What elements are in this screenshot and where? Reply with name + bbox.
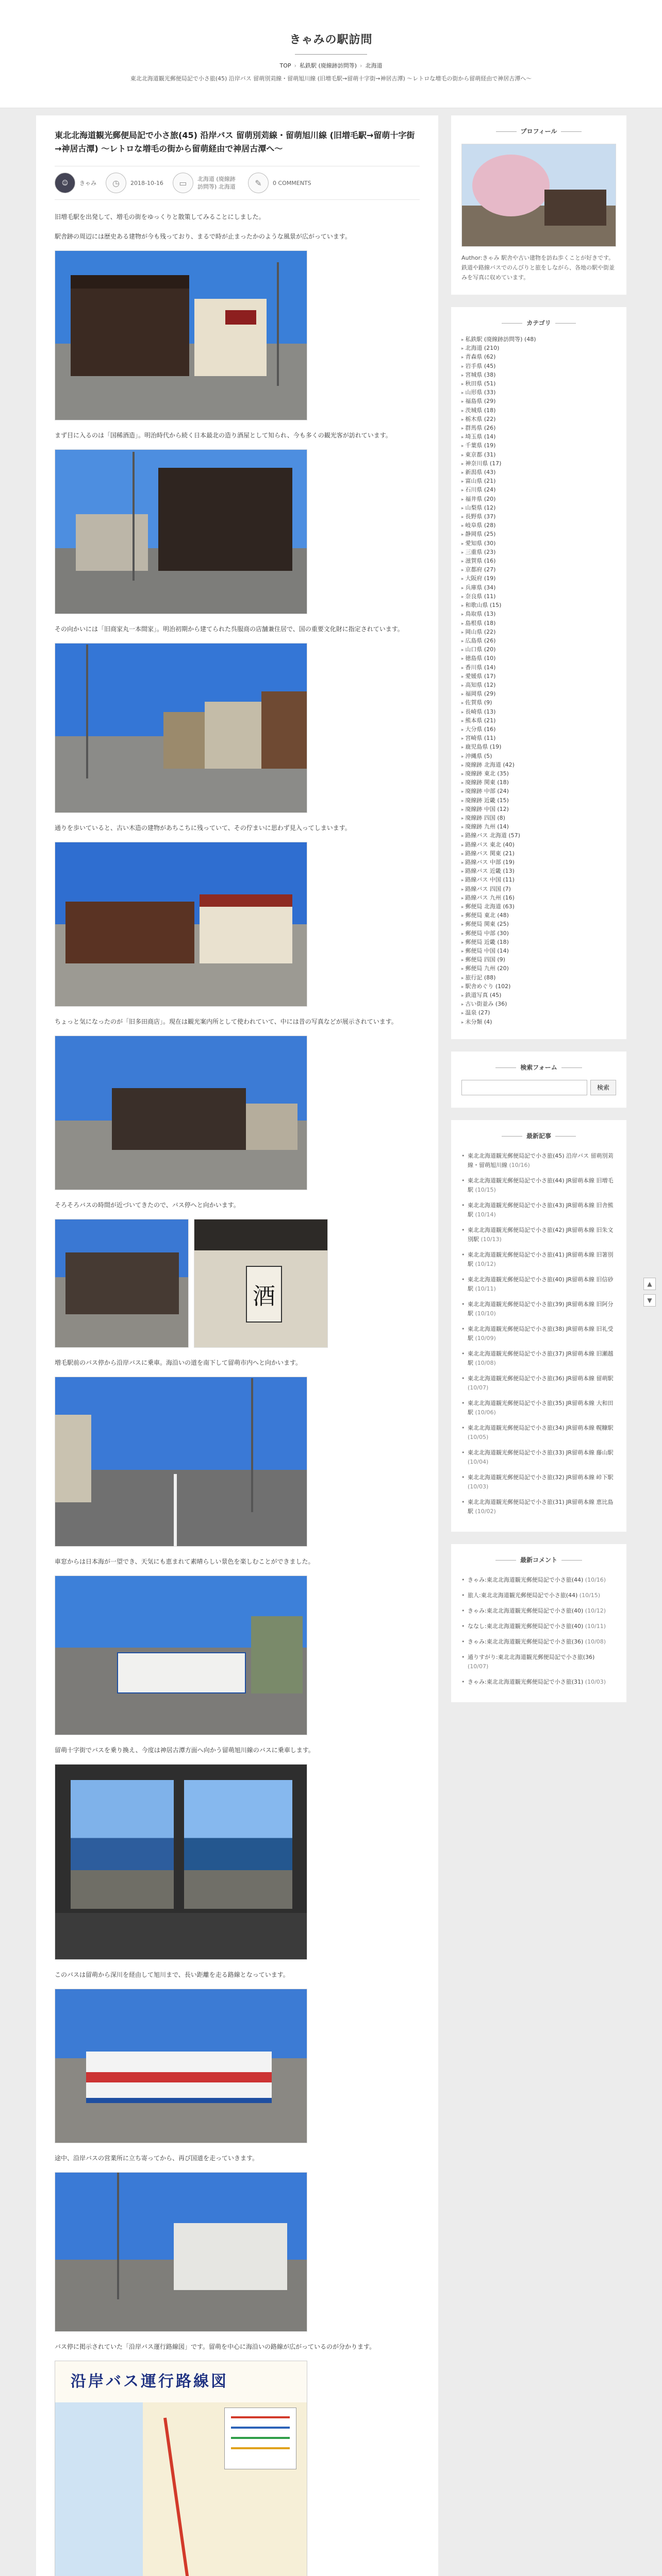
category-item[interactable]: ▸ 島根県 (18)	[461, 619, 616, 628]
post-photo-street[interactable]	[55, 449, 307, 614]
breadcrumb-separator: ›	[294, 62, 296, 69]
category-item[interactable]: ▸ 埼玉県 (14)	[461, 433, 616, 442]
category-item[interactable]: ▸ 廃線跡 四国 (8)	[461, 814, 616, 823]
post-paragraph: 途中、沿岸バスの営業所に立ち寄ってから、再び国道を走っていきます。	[55, 2155, 259, 2162]
page-heading: 東北北海道観光郵便局記で小さ旅(45) 沿岸バス 留萌別苅線・留萌旭川線 (旧増毛駅→留萌十字街→神居古潭) ～レトロな増毛の街から留萌経由で神居古潭へ～	[130, 75, 532, 82]
recent-comment-item-title: ななし:東北北海道観光郵便局記で小さ旅(40)	[468, 1622, 584, 1630]
recent-comment-item[interactable]	[461, 1619, 616, 1634]
recent-post-item[interactable]	[461, 1223, 616, 1247]
recent-post-item-date: (10/03)	[468, 1483, 489, 1490]
category-item[interactable]: ▸ 路線バス 東北 (40)	[461, 841, 616, 850]
category-item[interactable]: ▸ 愛媛県 (17)	[461, 672, 616, 681]
post-photo-historic-shop[interactable]	[55, 842, 307, 1007]
recent-post-item-title: 東北北海道観光郵便局記で小さ旅(36) JR留萌本線 留萌駅	[468, 1375, 614, 1382]
category-item[interactable]: ▸ 温泉 (27)	[461, 1009, 616, 1018]
comments-heading: 最新コメント	[461, 1555, 616, 1564]
category-item[interactable]: ▸ 熊本県 (21)	[461, 717, 616, 725]
post-paragraph: 旧増毛駅を出発して、増毛の街をゆっくりと散策してみることにしました。	[55, 213, 265, 221]
recent-post-item-title: 東北北海道観光郵便局記で小さ旅(35) JR留萌本線 大和田駅	[468, 1399, 614, 1416]
post-photo-townscape[interactable]	[55, 643, 307, 813]
category-item[interactable]: ▸ 東京都 (31)	[461, 451, 616, 460]
site-title[interactable]: きゃみの駅訪問	[289, 33, 373, 46]
post-photo-main-road[interactable]	[55, 1377, 307, 1547]
post-meta	[55, 166, 420, 200]
category-item[interactable]: ▸ 兵庫県 (34)	[461, 584, 616, 592]
post-photo-building-front[interactable]	[55, 1219, 189, 1348]
category-item[interactable]: ▸ 和歌山県 (15)	[461, 601, 616, 610]
category-item[interactable]: ▸ 青森県 (62)	[461, 353, 616, 362]
profile-heading: プロフィール	[461, 127, 616, 135]
category-item[interactable]: ▸ 佐賀県 (9)	[461, 699, 616, 707]
breadcrumb-subcategory[interactable]: 北海道	[365, 62, 383, 69]
recent-post-item-date: (10/02)	[475, 1507, 496, 1515]
category-item[interactable]: ▸ 宮城県 (38)	[461, 371, 616, 380]
category-item[interactable]: ▸ 新潟県 (43)	[461, 468, 616, 477]
category-item[interactable]: ▸ 奈良県 (11)	[461, 592, 616, 601]
category-item[interactable]: ▸ 千葉県 (19)	[461, 442, 616, 450]
post-paragraph: バス停に掲示されていた「沿岸バス運行路線図」です。留萌を中心に海沿いの路線が広がっているのが分かります。	[55, 2343, 376, 2350]
category-item[interactable]: ▸ 郵便局 九州 (20)	[461, 964, 616, 973]
recent-comments-list	[461, 1572, 616, 1690]
category-item[interactable]: ▸ 北海道 (210)	[461, 344, 616, 353]
search-input[interactable]	[461, 1080, 587, 1095]
photo-pair	[55, 1219, 420, 1348]
meta-author[interactable]	[55, 173, 96, 193]
recent-post-item-date: (10/15)	[475, 1186, 496, 1193]
category-item[interactable]: ▸ 長崎県 (13)	[461, 708, 616, 717]
category-item[interactable]: ▸ 未分類 (4)	[461, 1018, 616, 1027]
recent-comment-item-title: きゃみ:東北北海道観光郵便局記で小さ旅(36)	[468, 1638, 584, 1645]
recent-comment-item-title: 通りすがり:東北北海道観光郵便局記で小さ旅(36)	[468, 1653, 595, 1660]
recent-post-item-title: 東北北海道観光郵便局記で小さ旅(45) 沿岸バス 留萌別苅線・留萌旭川線	[468, 1152, 614, 1168]
category-item[interactable]: ▸ 廃線跡 九州 (14)	[461, 823, 616, 832]
recent-post-item-date: (10/11)	[475, 1285, 496, 1292]
category-item[interactable]: ▸ 岡山県 (22)	[461, 628, 616, 637]
post-paragraph: 通りを歩いていると、古い木造の建物があちこちに残っていて、その佇まいに思わず見入ってしまいます。	[55, 824, 351, 832]
recent-comment-item[interactable]	[461, 1588, 616, 1603]
category-item[interactable]: ▸ 香川県 (14)	[461, 664, 616, 672]
recent-posts-list	[461, 1148, 616, 1519]
author-name: きゃみ	[79, 180, 96, 187]
recent-post-item[interactable]	[461, 1420, 616, 1445]
search-heading: 検索フォーム	[461, 1063, 616, 1072]
post-paragraph: 留萌十字街でバスを乗り換え、今度は神居古潭方面へ向かう留萌旭川線のバスに乗車します。	[55, 1747, 315, 1754]
site-header	[0, 0, 662, 108]
recent-comments-widget	[451, 1544, 626, 1702]
post-paragraph: 駅舎跡の周辺には歴史ある建物が今も残っており、まるで時が止まったかのような風景が広がっています。	[55, 233, 351, 240]
category-item[interactable]: ▸ 富山県 (21)	[461, 477, 616, 486]
category-item[interactable]: ▸ 群馬県 (26)	[461, 424, 616, 433]
category-item[interactable]: ▸ 高知県 (12)	[461, 681, 616, 690]
post-photo-old-building[interactable]	[55, 1036, 307, 1190]
category-item[interactable]: ▸ 茨城県 (18)	[461, 406, 616, 415]
post-photo-bus-depot[interactable]	[55, 1989, 307, 2143]
category-heading: カテゴリ	[461, 318, 616, 327]
meta-category[interactable]	[173, 173, 239, 193]
category-item[interactable]: ▸ 滋賀県 (16)	[461, 557, 616, 566]
recent-comment-item-date: (10/15)	[579, 1591, 601, 1599]
recent-post-item[interactable]	[461, 1495, 616, 1519]
category-item[interactable]: ▸ 鹿児島県 (19)	[461, 743, 616, 752]
recent-post-item-title: 東北北海道観光郵便局記で小さ旅(42) JR留萌本線 旧朱文別駅	[468, 1226, 614, 1243]
category-item[interactable]: ▸ 長野県 (37)	[461, 513, 616, 521]
recent-comment-item-date: (10/11)	[585, 1622, 606, 1630]
breadcrumb-category[interactable]: 私鉄駅 (廃線跡訪問等)	[299, 62, 357, 69]
recent-post-item-date: (10/09)	[475, 1334, 496, 1342]
post-paragraph: 車窓からは日本海が一望でき、天気にも恵まれて素晴らしい景色を楽しむことができました。	[55, 1558, 315, 1565]
recent-comment-item-date: (10/08)	[585, 1638, 606, 1645]
recent-post-item-title: 東北北海道観光郵便局記で小さ旅(31) JR留萌本線 恵比島駅	[468, 1498, 614, 1515]
main-article	[36, 115, 438, 2576]
category-item[interactable]: ▸ 郵便局 関東 (25)	[461, 920, 616, 929]
recent-comment-item[interactable]	[461, 1634, 616, 1650]
recent-comment-item[interactable]	[461, 1650, 616, 1674]
recent-post-item-title: 東北北海道観光郵便局記で小さ旅(38) JR留萌本線 旧礼受駅	[468, 1325, 614, 1342]
recent-comment-item-date: (10/03)	[585, 1678, 606, 1685]
category-item[interactable]: ▸ 郵便局 北海道 (63)	[461, 903, 616, 911]
category-item[interactable]: ▸ 古い街並み (36)	[461, 1000, 616, 1009]
category-item[interactable]: ▸ 沖縄県 (5)	[461, 752, 616, 761]
search-row	[461, 1080, 616, 1095]
recent-post-item-date: (10/12)	[475, 1260, 496, 1267]
category-item[interactable]: ▸ 大阪府 (19)	[461, 574, 616, 583]
category-item[interactable]: ▸ 郵便局 中部 (30)	[461, 929, 616, 938]
recent-post-item-title: 東北北海道観光郵便局記で小さ旅(33) JR留萌本線 藤山駅	[468, 1449, 614, 1456]
recent-post-item-date: (10/08)	[475, 1359, 496, 1366]
recent-post-item[interactable]	[461, 1272, 616, 1297]
category-item[interactable]: ▸ 廃線跡 北海道 (42)	[461, 761, 616, 770]
search-button[interactable]: 検索	[590, 1080, 616, 1095]
category-item[interactable]: ▸ 岩手県 (45)	[461, 362, 616, 371]
category-item[interactable]: ▸ 路線バス 中国 (11)	[461, 876, 616, 885]
recent-post-item[interactable]	[461, 1396, 616, 1420]
recent-post-item-date: (10/04)	[468, 1458, 489, 1465]
avatar-icon: ☺	[55, 173, 75, 193]
category-item[interactable]: ▸ 郵便局 東北 (48)	[461, 911, 616, 920]
recent-post-item[interactable]	[461, 1247, 616, 1272]
title-divider	[295, 54, 367, 55]
folder-icon: ▭	[173, 173, 193, 193]
recent-post-item[interactable]	[461, 1198, 616, 1223]
post-paragraph: その向かいには「旧商家丸一本間家」。明治初期から建てられた呉服商の店舗兼住居で、国の重要文化財に指定されています。	[55, 625, 404, 633]
category-item[interactable]: ▸ 三重県 (23)	[461, 548, 616, 557]
comment-icon: ✎	[248, 173, 269, 193]
post-paragraph: このバスは留萌から深川を経由して旭川まで、長い距離を走る路線となっています。	[55, 1971, 289, 1978]
category-item[interactable]: ▸ 山形県 (33)	[461, 388, 616, 397]
category-item[interactable]: ▸ 神奈川県 (17)	[461, 460, 616, 468]
category-item[interactable]: ▸ 廃線跡 中国 (12)	[461, 805, 616, 814]
category-item[interactable]: ▸ 旅行記 (88)	[461, 974, 616, 982]
category-item[interactable]: ▸ 郵便局 近畿 (18)	[461, 938, 616, 947]
recent-post-item-title: 東北北海道観光郵便局記で小さ旅(41) JR留萌本線 旧箸別駅	[468, 1251, 614, 1267]
recent-post-item-title: 東北北海道観光郵便局記で小さ旅(39) JR留萌本線 旧阿分駅	[468, 1300, 614, 1317]
recent-post-item[interactable]	[461, 1445, 616, 1470]
recent-post-item[interactable]	[461, 1173, 616, 1198]
post-paragraph: そろそろバスの時間が近づいてきたので、バス停へと向かいます。	[55, 1201, 240, 1209]
post-photo-bus-window[interactable]	[55, 1764, 307, 1960]
clock-icon: ◷	[106, 173, 126, 193]
category-item[interactable]: ▸ 徳島県 (10)	[461, 654, 616, 663]
recent-post-item-title: 東北北海道観光郵便局記で小さ旅(32) JR留萌本線 峠下駅	[468, 1473, 614, 1481]
category-item[interactable]: ▸ 秋田県 (51)	[461, 380, 616, 388]
recent-post-item-title: 東北北海道観光郵便局記で小さ旅(44) JR留萌本線 旧増毛駅	[468, 1177, 614, 1193]
category-item[interactable]: ▸ 福島県 (29)	[461, 397, 616, 406]
category-widget	[451, 307, 626, 1039]
recent-post-item-title: 東北北海道観光郵便局記で小さ旅(34) JR留萌本線 幌糠駅	[468, 1424, 614, 1431]
recent-post-item[interactable]	[461, 1371, 616, 1396]
post-photo-sake-sign[interactable]	[194, 1219, 328, 1348]
recent-comment-item[interactable]	[461, 1572, 616, 1588]
search-widget	[451, 1052, 626, 1108]
recent-comment-item-title: きゃみ:東北北海道観光郵便局記で小さ旅(31)	[468, 1678, 584, 1685]
sake-sign-char: 酒	[246, 1266, 282, 1323]
category-item[interactable]: ▸ 廃線跡 東北 (35)	[461, 770, 616, 778]
post-photo-town-view[interactable]	[55, 2172, 307, 2332]
category-item[interactable]: ▸ 路線バス 近畿 (13)	[461, 867, 616, 876]
recent-post-item-date: (10/10)	[475, 1310, 496, 1317]
breadcrumb-separator: ›	[360, 62, 362, 69]
post-category: 北海道 (廃線跡訪問等) 北海道	[197, 176, 236, 190]
post-photo-wooden-building[interactable]	[55, 250, 307, 420]
category-item[interactable]: ▸ 廃線跡 近畿 (15)	[461, 796, 616, 805]
recent-post-item-title: 東北北海道観光郵便局記で小さ旅(43) JR留萌本線 旧舎熊駅	[468, 1201, 614, 1218]
recent-post-item-date: (10/07)	[468, 1384, 489, 1391]
category-item[interactable]: ▸ 廃線跡 中部 (24)	[461, 787, 616, 796]
chevron-down-icon[interactable]: ▼	[643, 1294, 656, 1307]
meta-comments[interactable]	[248, 173, 311, 193]
category-item[interactable]: ▸ 石川県 (24)	[461, 486, 616, 495]
recent-post-item-date: (10/14)	[475, 1211, 496, 1218]
recent-post-item-date: (10/05)	[468, 1433, 489, 1440]
map-sea	[55, 2402, 148, 2576]
breadcrumb	[0, 61, 662, 71]
category-item[interactable]: ▸ 廃線跡 関東 (18)	[461, 778, 616, 787]
recent-post-item-date: (10/16)	[509, 1161, 530, 1168]
category-item[interactable]: ▸ 広島県 (26)	[461, 637, 616, 646]
comment-count: 0 COMMENTS	[272, 179, 311, 187]
category-item[interactable]: ▸ 路線バス 四国 (7)	[461, 885, 616, 894]
map-legend	[224, 2408, 296, 2469]
recent-comment-item-title: きゃみ:東北北海道観光郵便局記で小さ旅(44)	[468, 1576, 584, 1583]
category-item[interactable]: ▸ 私鉄駅 (廃線跡訪問等) (48)	[461, 335, 616, 344]
category-item[interactable]: ▸ 路線バス 関東 (21)	[461, 850, 616, 858]
post-photo-bus-stop[interactable]	[55, 1575, 307, 1735]
category-item[interactable]: ▸ 静岡県 (25)	[461, 530, 616, 539]
category-item[interactable]: ▸ 路線バス 九州 (16)	[461, 894, 616, 903]
category-item[interactable]: ▸ 鳥取県 (13)	[461, 610, 616, 619]
sidebar	[451, 115, 626, 1715]
category-item[interactable]: ▸ 山口県 (20)	[461, 646, 616, 654]
category-item[interactable]: ▸ 駅舎めぐり (102)	[461, 982, 616, 991]
recent-comment-item-date: (10/07)	[468, 1663, 489, 1670]
chevron-up-icon[interactable]: ▲	[643, 1278, 656, 1290]
recent-heading: 最新記事	[461, 1131, 616, 1140]
post-paragraph: 増毛駅前のバス停から沿岸バスに乗車。海沿いの道を南下して留萌市内へと向かいます。	[55, 1359, 302, 1366]
recent-post-item-title: 東北北海道観光郵便局記で小さ旅(37) JR留萌本線 旧瀬越駅	[468, 1350, 614, 1366]
recent-comment-item[interactable]	[461, 1603, 616, 1619]
category-item[interactable]: ▸ 愛知県 (30)	[461, 539, 616, 548]
category-item[interactable]: ▸ 郵便局 中国 (14)	[461, 947, 616, 956]
recent-posts-widget	[451, 1120, 626, 1532]
category-item[interactable]: ▸ 郵便局 四国 (9)	[461, 956, 616, 964]
category-item[interactable]: ▸ 路線バス 北海道 (57)	[461, 832, 616, 840]
recent-post-item[interactable]	[461, 1297, 616, 1321]
recent-post-item-title: 東北北海道観光郵便局記で小さ旅(40) JR留萌本線 旧信砂駅	[468, 1276, 614, 1292]
recent-comment-item-date: (10/12)	[585, 1607, 606, 1614]
breadcrumb-top[interactable]: TOP	[279, 62, 291, 69]
category-item[interactable]: ▸ 大分県 (16)	[461, 725, 616, 734]
bus-route-map[interactable]	[55, 2361, 307, 2576]
category-item[interactable]: ▸ 鉄道写真 (45)	[461, 991, 616, 1000]
category-item[interactable]: ▸ 宮崎県 (11)	[461, 734, 616, 743]
category-item[interactable]: ▸ 福井県 (20)	[461, 495, 616, 504]
recent-post-item[interactable]	[461, 1346, 616, 1371]
meta-date	[106, 173, 163, 193]
recent-comment-item-title: きゃみ:東北北海道観光郵便局記で小さ旅(40)	[468, 1607, 584, 1614]
category-item[interactable]: ▸ 山梨県 (12)	[461, 504, 616, 513]
post-title[interactable]: 東北北海道観光郵便局記で小さ旅(45) 沿岸バス 留萌別苅線・留萌旭川線 (旧増毛駅→留萌十字街→神居古潭) ～レトロな増毛の街から留萌経由で神居古潭へ～	[55, 130, 415, 154]
recent-comment-item-date: (10/16)	[585, 1576, 606, 1583]
profile-widget	[451, 115, 626, 295]
recent-post-item-date: (10/06)	[475, 1409, 496, 1416]
category-item[interactable]: ▸ 岐阜県 (28)	[461, 521, 616, 530]
recent-post-item[interactable]	[461, 1148, 616, 1173]
category-item[interactable]: ▸ 路線バス 中部 (19)	[461, 858, 616, 867]
post-paragraph: まず目に入るのは「国稀酒造」。明治時代から続く日本最北の造り酒屋として知られ、今も多くの観光客が訪れています。	[55, 432, 392, 439]
recent-post-item[interactable]	[461, 1470, 616, 1495]
post-date: 2018-10-16	[130, 179, 163, 187]
category-item[interactable]: ▸ 栃木県 (22)	[461, 415, 616, 424]
recent-post-item-date: (10/13)	[481, 1235, 502, 1243]
recent-post-item[interactable]	[461, 1321, 616, 1346]
profile-photo	[461, 144, 616, 247]
recent-comment-item[interactable]	[461, 1674, 616, 1690]
recent-comment-item-title: 旅人:東北北海道観光郵便局記で小さ旅(44)	[468, 1591, 578, 1599]
post-paragraph: ちょっと気になったのが「旧多田商店」。現在は観光案内所として使われていて、中には昔の写真などが展示されています。	[55, 1018, 398, 1025]
category-item[interactable]: ▸ 京都府 (27)	[461, 566, 616, 574]
category-item[interactable]: ▸ 福岡県 (29)	[461, 690, 616, 699]
category-list	[461, 335, 616, 1027]
profile-text: Author:きゃみ 駅舎や古い建物を訪ね歩くことが好きです。鉄道や路線バスでのんびりと旅をしながら、各地の駅や街並みを写真に収めています。	[461, 255, 615, 281]
map-title: 沿岸バス運行路線図	[71, 2372, 228, 2391]
